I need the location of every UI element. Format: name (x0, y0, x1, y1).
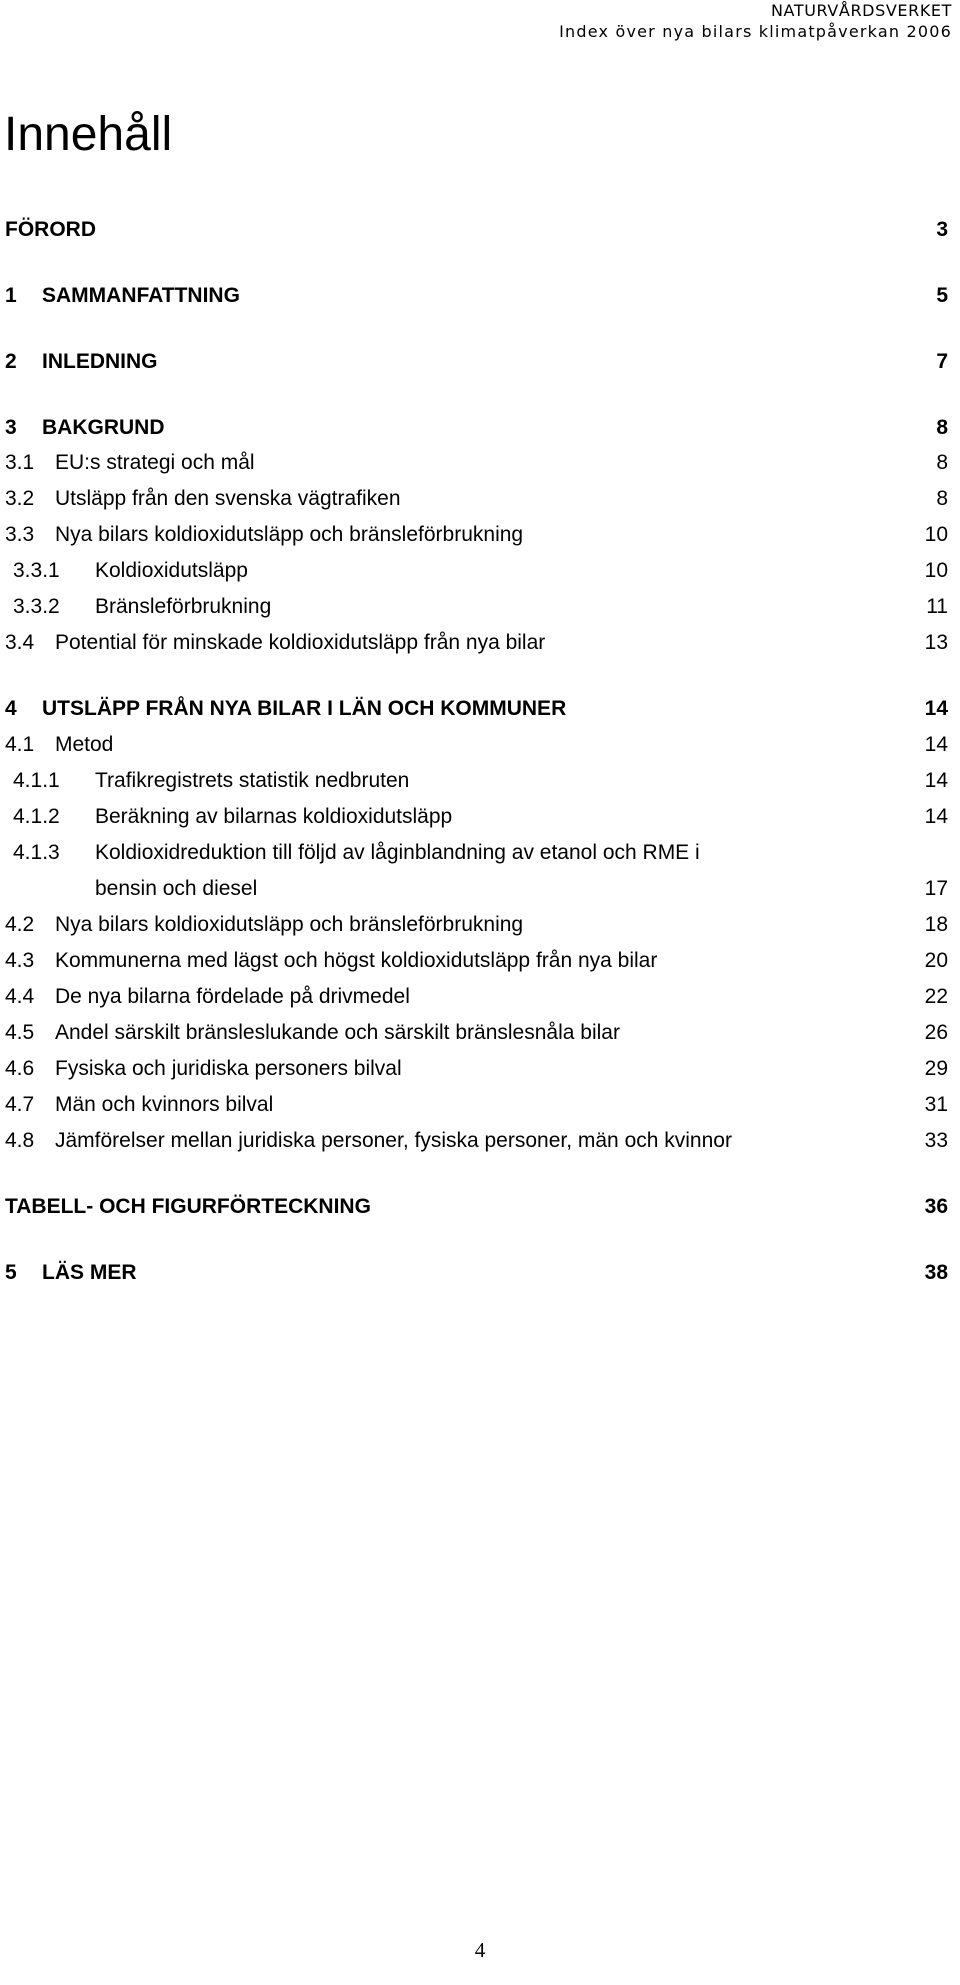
toc-entry[interactable] (0, 945, 948, 977)
toc-entry-text: Nya bilars koldioxidutsläpp och bränsleförbrukning (55, 913, 524, 936)
toc-entry-number: 3.3.1 (13, 559, 60, 582)
toc-entry-page: 7 (936, 350, 948, 373)
toc-entry[interactable] (0, 591, 948, 623)
toc-entry-number: 4.5 (5, 1021, 35, 1044)
toc-entry-number: 4.6 (5, 1057, 35, 1080)
toc-entry[interactable] (0, 1089, 948, 1121)
toc-entry-number: 4.3 (5, 949, 35, 972)
toc-entry-text: EU:s strategi och mål (55, 451, 255, 474)
toc-entry-page: 38 (924, 1261, 948, 1284)
toc-entry-number: 5 (5, 1261, 17, 1284)
toc-entry[interactable] (0, 1125, 948, 1157)
toc-entry-text: SAMMANFATTNING (42, 284, 240, 307)
toc-entry-number: 3.1 (5, 451, 35, 474)
toc-entry-page: 33 (924, 1129, 948, 1152)
toc-entry-number: 4.2 (5, 913, 35, 936)
toc-entry-text: Metod (55, 733, 114, 756)
toc-entry-number: 4.7 (5, 1093, 35, 1116)
toc-entry-number: 3.4 (5, 631, 35, 654)
toc-entry-text: Fysiska och juridiska personers bilval (55, 1057, 402, 1080)
toc-entry-number: 3 (5, 416, 17, 439)
toc-entry-text: Beräkning av bilarnas koldioxidutsläpp (95, 805, 453, 828)
toc-entry-page: 11 (926, 595, 948, 618)
toc-entry-page: 5 (936, 284, 948, 307)
toc-entry[interactable] (0, 765, 948, 797)
toc-entry[interactable] (0, 693, 948, 725)
toc-entry-text: Män och kvinnors bilval (55, 1093, 274, 1116)
toc-entry-page: 8 (936, 451, 948, 474)
toc-entry-page: 18 (924, 913, 948, 936)
toc-entry-text: LÄS MER (42, 1261, 137, 1284)
toc-entry-page: 13 (924, 631, 948, 654)
toc-entry[interactable] (0, 1257, 948, 1289)
toc-entry-page: 20 (924, 949, 948, 972)
toc-entry[interactable] (0, 1191, 948, 1223)
toc-entry-page: 26 (924, 1021, 948, 1044)
toc-entry-number: 4.4 (5, 985, 35, 1008)
toc-entry-page: 17 (924, 877, 948, 900)
toc-entry-number: 3.2 (5, 487, 35, 510)
toc-entry-page: 10 (924, 559, 948, 582)
toc-entry[interactable] (0, 1017, 948, 1049)
running-header (552, 0, 952, 42)
toc-entry[interactable] (0, 519, 948, 551)
toc-entry-page: 14 (924, 769, 948, 792)
toc-entry-number: 4.1.3 (13, 841, 60, 864)
toc-entry-page: 29 (924, 1057, 948, 1080)
toc-entry-text: Utsläpp från den svenska vägtrafiken (55, 487, 401, 510)
toc-entry-text: Potential för minskade koldioxidutsläpp från nya bilar (55, 631, 546, 654)
toc-entry[interactable] (0, 555, 948, 587)
toc-entry-text: bensin och diesel (95, 877, 258, 900)
toc-entry[interactable] (0, 280, 948, 312)
toc-entry-number: 2 (5, 350, 17, 373)
toc-entry-number: 4 (5, 697, 17, 720)
toc-entry-page: 8 (936, 487, 948, 510)
toc-entry[interactable] (0, 837, 948, 869)
toc-entry[interactable] (0, 346, 948, 378)
toc-entry-text: Kommunerna med lägst och högst koldioxidutsläpp från nya bilar (55, 949, 658, 972)
toc-entry-text: Nya bilars koldioxidutsläpp och bränsleförbrukning (55, 523, 524, 546)
toc-entry-page: 36 (924, 1195, 948, 1218)
toc-entry-text: Koldioxidutsläpp (95, 559, 248, 582)
toc-entry-text: Jämförelser mellan juridiska personer, fysiska personer, män och kvinnor (55, 1129, 732, 1152)
toc-entry-text: FÖRORD (5, 218, 96, 241)
toc-entry-text: UTSLÄPP FRÅN NYA BILAR I LÄN OCH KOMMUNER (42, 697, 567, 720)
toc-entry-text: Bränsleförbrukning (95, 595, 272, 618)
toc-entry-page: 14 (924, 805, 948, 828)
toc-entry[interactable] (0, 729, 948, 761)
toc-entry-continuation[interactable] (0, 873, 948, 905)
header-org: NATURVÅRDSVERKET (770, 1, 952, 20)
toc-entry[interactable] (0, 412, 948, 444)
toc-entry-text: De nya bilarna fördelade på drivmedel (55, 985, 410, 1008)
toc-entry-text: BAKGRUND (42, 416, 165, 439)
toc-entry-text: Koldioxidreduktion till följd av låginblandning av etanol och RME i (95, 841, 700, 864)
toc-entry-page: 22 (924, 985, 948, 1008)
toc-entry[interactable] (0, 483, 948, 515)
toc-entry[interactable] (0, 214, 948, 246)
toc-entry-number: 3.3 (5, 523, 35, 546)
toc-entry-page: 31 (924, 1093, 948, 1116)
toc-entry-number: 1 (5, 284, 17, 307)
toc-entry[interactable] (0, 447, 948, 479)
toc-entry-number: 4.1.1 (13, 769, 60, 792)
toc-entry-text: Trafikregistrets statistik nedbruten (95, 769, 410, 792)
toc-entry-page: 14 (924, 697, 948, 720)
toc-entry-text: INLEDNING (42, 350, 158, 373)
toc-entry-number: 3.3.2 (13, 595, 60, 618)
toc-entry-text: TABELL- OCH FIGURFÖRTECKNING (5, 1195, 371, 1218)
toc-entry[interactable] (0, 1053, 948, 1085)
toc-entry-text: Andel särskilt bränsleslukande och särskilt bränslesnåla bilar (55, 1021, 620, 1044)
toc-entry-number: 4.1 (5, 733, 35, 756)
toc-entry-page: 10 (924, 523, 948, 546)
toc-entry-number: 4.1.2 (13, 805, 60, 828)
page-title: Innehåll (4, 108, 173, 161)
toc-entry-number: 4.8 (5, 1129, 35, 1152)
header-subtitle: Index över nya bilars klimatpåverkan 2006 (559, 22, 952, 41)
toc-entry[interactable] (0, 909, 948, 941)
toc-entry[interactable] (0, 627, 948, 659)
toc-entry-page: 8 (936, 416, 948, 439)
toc-entry-page: 3 (936, 218, 948, 241)
toc-entry[interactable] (0, 981, 948, 1013)
toc-entry[interactable] (0, 801, 948, 833)
toc-entry-page: 14 (924, 733, 948, 756)
page-number: 4 (474, 1938, 486, 1962)
